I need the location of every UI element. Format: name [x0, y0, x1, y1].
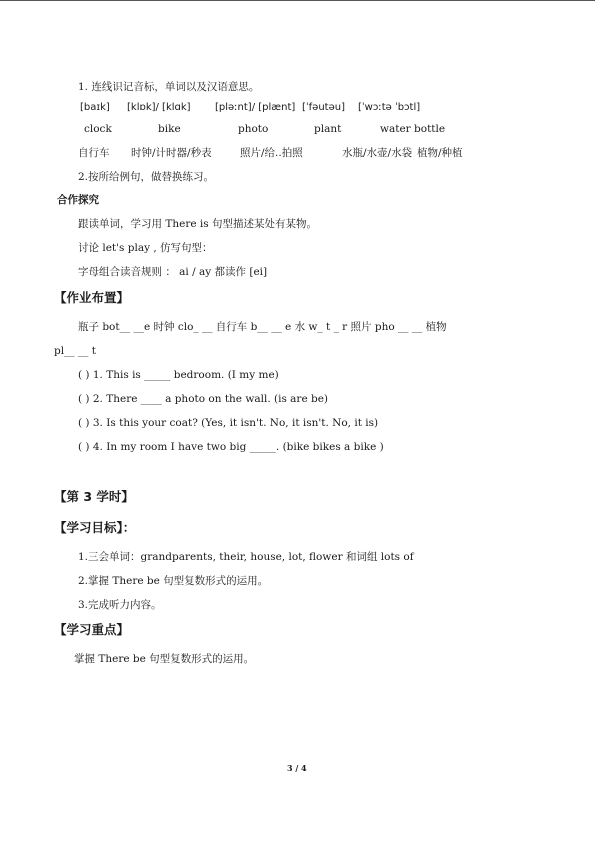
- phonetic-plant: [pləːnt]/ [plænt]: [215, 102, 296, 113]
- lesson-3-title: 【第 3 学时】: [54, 489, 134, 504]
- word-photo: photo: [238, 123, 269, 135]
- key-point-1: 掌握 There be 句型复数形式的运用。: [74, 653, 255, 665]
- homework-title: 【作业布置】: [54, 290, 130, 305]
- word-water-bottle: water bottle: [380, 123, 446, 135]
- cooperate-title: 合作探究: [57, 194, 99, 206]
- homework-fill-line-2: pl__ __ t: [54, 345, 96, 357]
- goal-3: 3.完成听力内容。: [78, 599, 162, 611]
- meaning-plant: 植物/种植: [417, 147, 463, 159]
- meaning-clock: 时钟/计时器/秒表: [131, 147, 212, 159]
- question-2: ( ) 2. There ____ a photo on the wall. (is are be): [78, 393, 329, 405]
- homework-fill-line-1: 瓶子 bot__ __e 时钟 clo_ __ 自行车 b__ __ e 水 w_ t _ r 照片 pho __ __ 植物: [78, 321, 447, 333]
- word-bike: bike: [158, 123, 181, 135]
- phonetic-photo: [ˈfəutəu]: [302, 102, 345, 113]
- header-rule: [0, 0, 595, 1]
- learning-goals-title: 【学习目标】：: [54, 520, 136, 535]
- meaning-water-bottle: 水瓶/水壶/水袋: [342, 147, 413, 159]
- key-points-title: 【学习重点】: [54, 622, 130, 637]
- word-clock: clock: [84, 123, 112, 135]
- question-4: ( ) 4. In my room I have two big _____. (bike bikes a bike ): [78, 441, 384, 453]
- phonetic-bike: [baɪk]: [80, 102, 110, 113]
- page-number: 3 / 4: [287, 763, 307, 773]
- cooperate-line-2: 讨论 let's play , 仿写句型：: [78, 242, 213, 254]
- question-3: ( ) 3. Is this your coat? (Yes, it isn't. No, it isn't. No, it is): [78, 417, 379, 429]
- word-plant: plant: [314, 123, 342, 135]
- goal-1: 1.三会单词：grandparents, their, house, lot, flower 和词组 lots of: [78, 551, 414, 563]
- item-1-instruction: 1. 连线识记音标，单词以及汉语意思。: [78, 81, 260, 93]
- goal-2: 2.掌握 There be 句型复数形式的运用。: [78, 575, 269, 587]
- question-1: ( ) 1. This is _____ bedroom. (I my me): [78, 369, 279, 381]
- meaning-photo: 照片/给..拍照: [240, 147, 303, 159]
- cooperate-line-3: 字母组合读音规则 ： ai / ay 都读作 [ei]: [78, 266, 268, 278]
- meaning-bike: 自行车: [78, 147, 110, 159]
- cooperate-line-1: 跟读单词，学习用 There is 句型描述某处有某物。: [78, 218, 317, 230]
- phonetic-clock: [klɒk]/ [klɑk]: [127, 102, 191, 113]
- item-2-instruction: 2.按所给例句，做替换练习。: [78, 171, 215, 183]
- phonetic-water-bottle: [ˈwɔːtə ˈbɔtl]: [358, 102, 421, 113]
